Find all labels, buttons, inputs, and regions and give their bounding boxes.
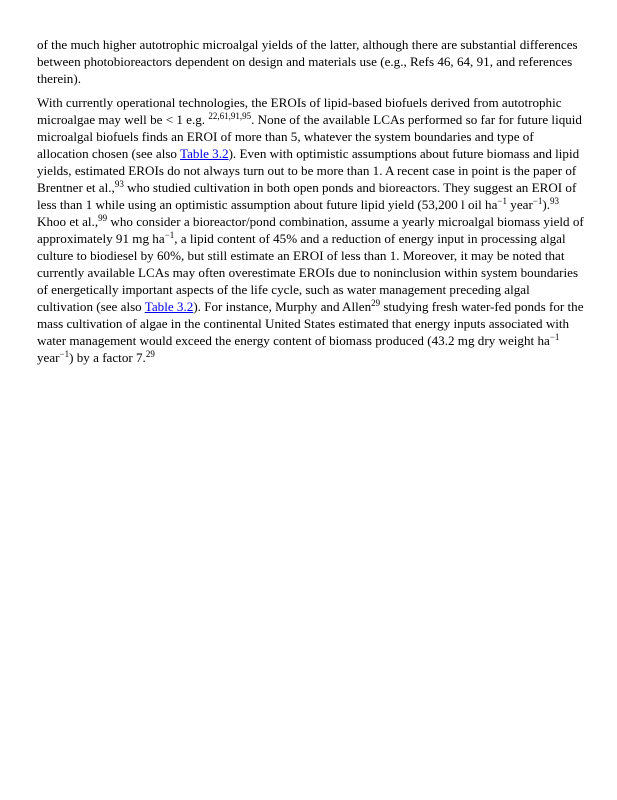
text-segment: year bbox=[37, 350, 60, 365]
paragraph-1: of the much higher autotrophic microalgal yields of the latter, although there are substantial differences between photobioreactors dependent on design and materials use (e.g., Refs 46, 64, 91, and references therein). bbox=[37, 37, 578, 86]
unit-exponent: −1 bbox=[532, 196, 543, 206]
unit-exponent: −1 bbox=[497, 196, 507, 206]
text-segment: Khoo et al., bbox=[37, 214, 99, 229]
unit-exponent: −1 bbox=[549, 332, 560, 342]
text-segment: With currently operational technologies, the EROIs of lipid-based biofuels derived from autotrophic microalgae may well be < 1 e.g. bbox=[37, 95, 562, 127]
text-segment: ) by a factor 7. bbox=[69, 350, 146, 365]
citation-ref: 93 bbox=[114, 179, 124, 189]
text-segment: , a lipid content of 45% and a reduction of energy input in processing algal culture to biodiesel by 60%, but still estimate an EROI of less than 1. Moreover, it may be noted that currently available LCAs may often overestimate EROIs due to noninclusion within system boundaries of energetically important aspects of the life cycle, such as water management preceding algal cultivation (see also bbox=[37, 231, 579, 314]
table-3-2-link[interactable]: Table 3.2 bbox=[144, 299, 194, 314]
text-segment: ). bbox=[542, 197, 551, 212]
text-segment: ). For instance, Murphy and Allen bbox=[193, 299, 372, 314]
text-segment: who studied cultivation in both open ponds and bioreactors. They suggest an EROI of less than 1 while using an optimistic assumption about future lipid yield (53,200 l oil ha bbox=[37, 180, 577, 212]
document-page bbox=[37, 36, 585, 373]
citation-ref: 29 bbox=[145, 349, 155, 359]
citation-ref: 93 bbox=[550, 196, 560, 206]
citation-ref: 22,61,91,95 bbox=[208, 111, 252, 121]
citation-ref: 29 bbox=[371, 298, 381, 308]
unit-exponent: −1 bbox=[59, 349, 70, 359]
unit-exponent: −1 bbox=[164, 230, 175, 240]
citation-ref: 99 bbox=[98, 213, 108, 223]
text-segment: . None of the available LCAs performed so far for future liquid microalgal biofuels finds an EROI of more than 5, whatever the system boundaries and type of allocation chosen (see also bbox=[37, 112, 582, 161]
paragraph-2 bbox=[37, 94, 585, 366]
text-segment: who consider a bioreactor/pond combination, assume a yearly microalgal biomass yield of approximately 91 mg ha bbox=[37, 214, 584, 246]
table-3-2-link[interactable]: Table 3.2 bbox=[180, 146, 229, 161]
text-segment: ). Even with optimistic assumptions about future biomass and lipid yields, estimated EROIs do not always turn out to be more than 1. A recent case in point is the paper of Brentner et al., bbox=[37, 146, 580, 195]
text-segment: studying fresh water-fed ponds for the mass cultivation of algae in the continental United States estimated that energy inputs associated with water management would exceed the energy content of biomass produced (43.2 mg dry weight ha bbox=[37, 299, 584, 348]
text-segment: year bbox=[507, 197, 533, 212]
